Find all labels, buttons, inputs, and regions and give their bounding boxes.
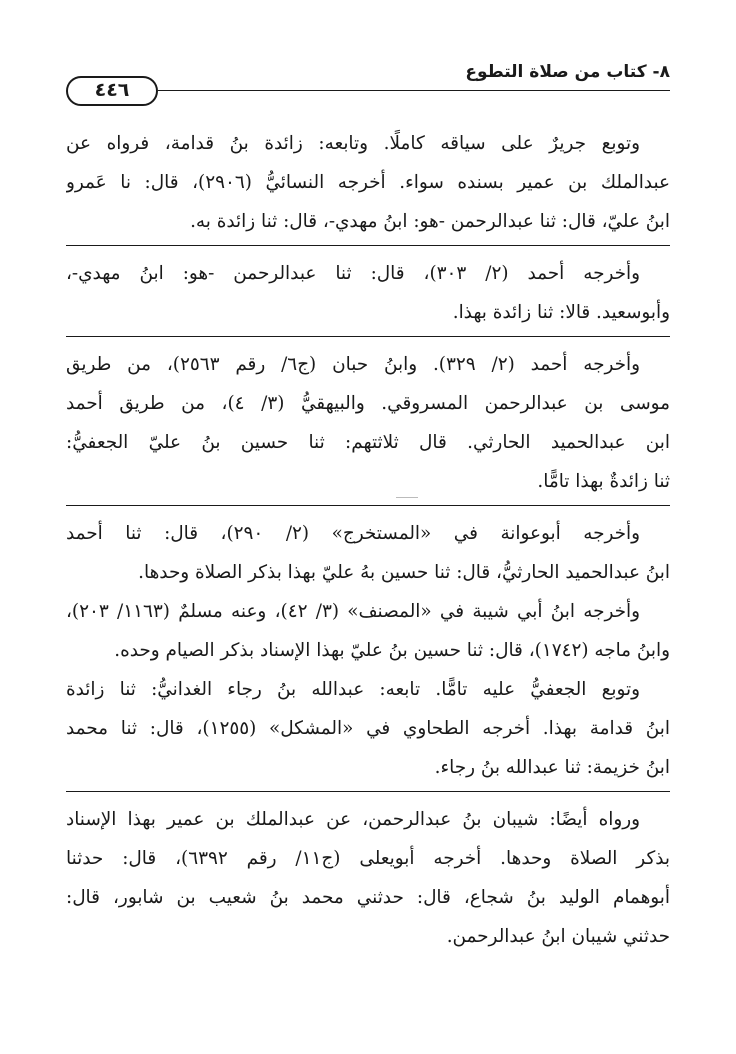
paragraph-2 <box>66 254 670 332</box>
chapter-title: ٨- كتاب من صلاة التطوع <box>465 62 670 82</box>
text-line: موسى بن عبدالرحمن المسروقي. والبيهقيُّ (٣/ ٤)، من طريق أحمد <box>66 393 670 414</box>
paragraph-5 <box>66 592 670 670</box>
text-line: ابنُ عبدالحميد الحارثيُّ، قال: ثنا حسين بهُ عليّ بهذا بذكر الصلاة وحدها. <box>138 562 670 583</box>
text-line: وأخرجه ابنُ أبي شيبة في «المصنف» (٣/ ٤٢)، وعنه مسلمٌ (١١٦٣/ ٢٠٣)، <box>66 601 641 622</box>
text-line: وابنُ ماجه (١٧٤٢)، قال: ثنا حسين بنُ عليّ بهذا الإسناد بذكر الصيام وحده. <box>114 640 670 661</box>
page-number-badge: ٤٤٦ <box>66 76 158 106</box>
text-line: وأبوسعيد. قالا: ثنا زائدة بهذا. <box>452 302 670 323</box>
paragraph-1 <box>66 124 670 241</box>
header-rule <box>158 90 670 91</box>
text-line: وأخرجه أحمد (٢/ ٣٠٣)، قال: ثنا عبدالرحمن -هو: ابنُ مهدي-، <box>66 263 640 284</box>
text-line: وتوبع الجعفيُّ عليه تامًّا. تابعه: عبدالله بنُ رجاء الغدانيُّ: ثنا زائدة <box>66 679 640 700</box>
paragraph-divider <box>66 245 670 246</box>
text-line: أبوهمام الوليد بنُ شجاع، قال: حدثني محمد بنُ شعيب بن شابور، قال: <box>66 887 670 908</box>
text-line: عبدالملك بن عمير بسنده سواء. أخرجه النسائيُّ (٢٩٠٦)، قال: نا عَمرو <box>66 172 670 193</box>
text-line: ابن عبدالحميد الحارثي. قال ثلاثتهم: ثنا حسين بنُ عليّ الجعفيُّ: <box>66 432 670 453</box>
paragraph-divider <box>66 791 670 792</box>
paragraph-divider <box>66 505 670 506</box>
text-line: ورواه أيضًا: شيبان بنُ عبدالرحمن، عن عبدالملك بن عمير بهذا الإسناد <box>66 809 640 830</box>
paragraph-3 <box>66 345 670 501</box>
paragraph-4 <box>66 514 670 592</box>
text-line: وأخرجه أبوعوانة في «المستخرج» (٢/ ٢٩٠)، قال: ثنا أحمد <box>66 523 640 544</box>
text-line: وتوبع جريرٌ على سياقه كاملًا. وتابعه: زائدة بنُ قدامة، فرواه عن <box>66 133 640 154</box>
text-line: ابنُ خزيمة: ثنا عبدالله بنُ رجاء. <box>434 757 670 778</box>
text-line: ابنُ قدامة بهذا. أخرجه الطحاوي في «المشكل» (١٢٥٥)، قال: ثنا محمد <box>66 718 670 739</box>
stray-mark <box>396 497 418 498</box>
paragraph-7 <box>66 800 670 956</box>
text-line: حدثني شيبان ابنُ عبدالرحمن. <box>446 926 670 947</box>
text-line: ثنا زائدةٌ بهذا تامًّا. <box>537 471 670 492</box>
paragraph-6 <box>66 670 670 787</box>
text-line: وأخرجه أحمد (٢/ ٣٢٩). وابنُ حبان (ج٦/ رقم ٢٥٦٣)، من طريق <box>66 354 640 375</box>
text-line: ابنُ عليّ، قال: ثنا عبدالرحمن -هو: ابنُ مهدي-، قال: ثنا زائدة به. <box>190 211 670 232</box>
paragraph-divider <box>66 336 670 337</box>
text-line: بذكر الصلاة وحدها. أخرجه أبويعلى (ج١١/ رقم ٦٣٩٢)، قال: حدثنا <box>66 848 670 869</box>
page-header <box>66 56 670 116</box>
text-body <box>66 124 670 956</box>
